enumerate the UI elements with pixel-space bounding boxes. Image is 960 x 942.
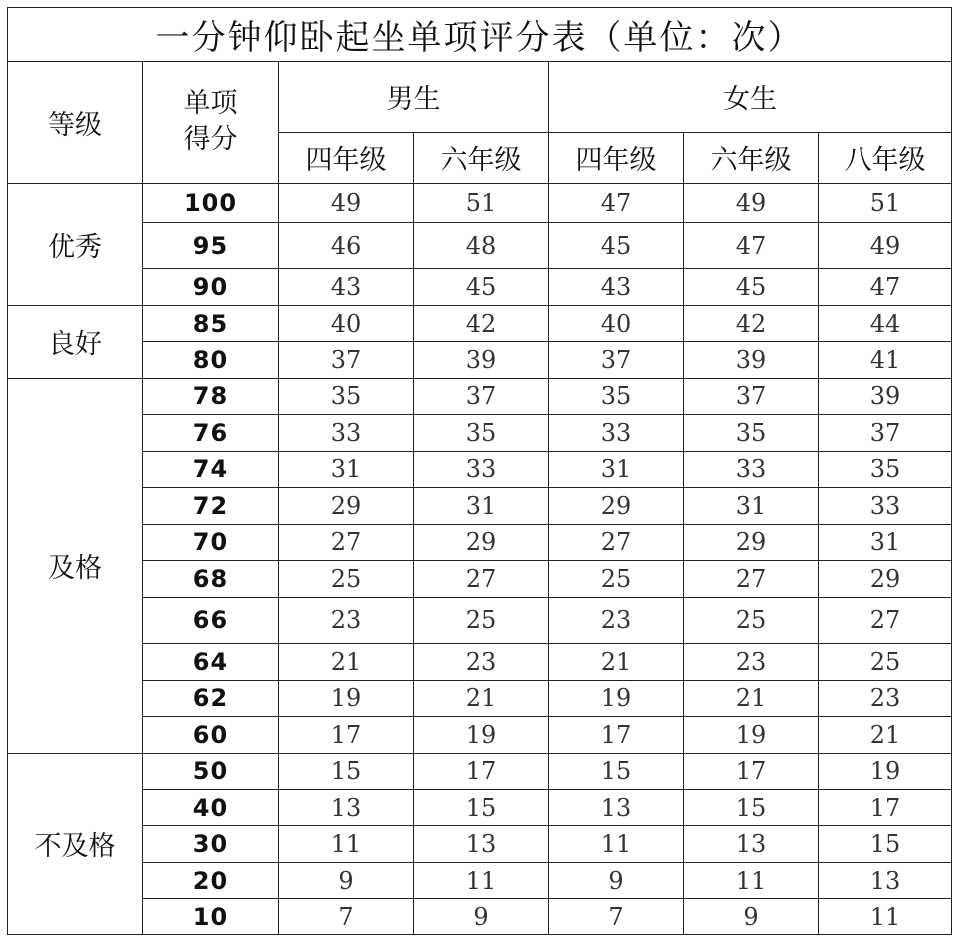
score-cell: 74: [143, 451, 279, 487]
header-female-grade-6: 六年级: [684, 132, 819, 184]
value-cell: 42: [414, 305, 549, 341]
value-cell: 47: [549, 184, 684, 222]
header-male-grade-6: 六年级: [414, 132, 549, 184]
table-title: 一分钟仰卧起坐单项评分表（单位：次）: [8, 8, 952, 62]
value-cell: 35: [684, 415, 819, 451]
table-row: [8, 826, 952, 862]
header-female-grade-4: 四年级: [549, 132, 684, 184]
table-row: [8, 561, 952, 597]
value-cell: 39: [819, 378, 952, 414]
table-row: [8, 899, 952, 935]
value-cell: 19: [684, 717, 819, 753]
value-cell: 9: [684, 899, 819, 935]
value-cell: 51: [414, 184, 549, 222]
value-cell: 21: [684, 680, 819, 716]
value-cell: 35: [549, 378, 684, 414]
value-cell: 40: [549, 305, 684, 341]
value-cell: 15: [414, 790, 549, 826]
value-cell: 17: [414, 753, 549, 789]
value-cell: 31: [684, 488, 819, 524]
value-cell: 39: [684, 342, 819, 378]
value-cell: 47: [819, 269, 952, 305]
table-row: [8, 184, 952, 222]
title-row: [8, 8, 952, 62]
score-cell: 40: [143, 790, 279, 826]
score-cell: 20: [143, 862, 279, 898]
value-cell: 19: [819, 753, 952, 789]
header-male-grade-4: 四年级: [279, 132, 414, 184]
value-cell: 21: [414, 680, 549, 716]
value-cell: 19: [549, 680, 684, 716]
value-cell: 33: [819, 488, 952, 524]
value-cell: 37: [279, 342, 414, 378]
value-cell: 39: [414, 342, 549, 378]
value-cell: 13: [684, 826, 819, 862]
table-row: [8, 378, 952, 414]
value-cell: 29: [279, 488, 414, 524]
value-cell: 21: [549, 644, 684, 680]
value-cell: 11: [549, 826, 684, 862]
header-score-line1: 单项: [183, 88, 238, 120]
score-cell: 68: [143, 561, 279, 597]
value-cell: 47: [684, 222, 819, 269]
value-cell: 37: [549, 342, 684, 378]
value-cell: 49: [279, 184, 414, 222]
score-cell: 62: [143, 680, 279, 716]
value-cell: 13: [819, 862, 952, 898]
value-cell: 33: [279, 415, 414, 451]
value-cell: 19: [279, 680, 414, 716]
value-cell: 21: [819, 717, 952, 753]
value-cell: 25: [414, 597, 549, 644]
table-row: [8, 342, 952, 378]
score-cell: 66: [143, 597, 279, 644]
grade-cell: 优秀: [8, 184, 143, 306]
value-cell: 29: [684, 524, 819, 560]
value-cell: 37: [819, 415, 952, 451]
value-cell: 25: [819, 644, 952, 680]
value-cell: 48: [414, 222, 549, 269]
sit-up-score-table: [7, 7, 952, 935]
value-cell: 17: [684, 753, 819, 789]
value-cell: 15: [819, 826, 952, 862]
value-cell: 45: [414, 269, 549, 305]
value-cell: 51: [819, 184, 952, 222]
value-cell: 35: [819, 451, 952, 487]
value-cell: 27: [414, 561, 549, 597]
header-score: [143, 61, 279, 184]
value-cell: 29: [414, 524, 549, 560]
table-row: [8, 415, 952, 451]
value-cell: 33: [684, 451, 819, 487]
table-row: [8, 790, 952, 826]
score-cell: 70: [143, 524, 279, 560]
score-cell: 80: [143, 342, 279, 378]
value-cell: 25: [684, 597, 819, 644]
header-male: 男生: [279, 61, 549, 132]
table-row: [8, 862, 952, 898]
value-cell: 29: [549, 488, 684, 524]
value-cell: 44: [819, 305, 952, 341]
value-cell: 23: [549, 597, 684, 644]
value-cell: 27: [279, 524, 414, 560]
value-cell: 45: [684, 269, 819, 305]
score-cell: 100: [143, 184, 279, 222]
score-cell: 72: [143, 488, 279, 524]
value-cell: 25: [279, 561, 414, 597]
value-cell: 9: [279, 862, 414, 898]
table-row: [8, 488, 952, 524]
value-cell: 33: [549, 415, 684, 451]
value-cell: 23: [819, 680, 952, 716]
value-cell: 13: [549, 790, 684, 826]
score-cell: 85: [143, 305, 279, 341]
score-cell: 30: [143, 826, 279, 862]
table-row: [8, 451, 952, 487]
value-cell: 27: [819, 597, 952, 644]
value-cell: 11: [819, 899, 952, 935]
value-cell: 33: [414, 451, 549, 487]
value-cell: 37: [684, 378, 819, 414]
table-row: [8, 644, 952, 680]
score-cell: 78: [143, 378, 279, 414]
header-female-grade-8: 八年级: [819, 132, 952, 184]
score-cell: 64: [143, 644, 279, 680]
value-cell: 21: [279, 644, 414, 680]
table-row: [8, 222, 952, 269]
value-cell: 13: [414, 826, 549, 862]
value-cell: 49: [684, 184, 819, 222]
value-cell: 49: [819, 222, 952, 269]
value-cell: 15: [684, 790, 819, 826]
table-row: [8, 717, 952, 753]
table-body: [8, 8, 952, 935]
value-cell: 31: [279, 451, 414, 487]
value-cell: 15: [549, 753, 684, 789]
table-row: [8, 269, 952, 305]
value-cell: 7: [279, 899, 414, 935]
value-cell: 11: [684, 862, 819, 898]
value-cell: 11: [414, 862, 549, 898]
score-cell: 50: [143, 753, 279, 789]
grade-cell: 良好: [8, 305, 143, 378]
header-grade: 等级: [8, 61, 143, 184]
value-cell: 35: [279, 378, 414, 414]
score-cell: 90: [143, 269, 279, 305]
value-cell: 9: [414, 899, 549, 935]
value-cell: 17: [549, 717, 684, 753]
value-cell: 31: [819, 524, 952, 560]
table-row: [8, 753, 952, 789]
table-row: [8, 680, 952, 716]
value-cell: 23: [684, 644, 819, 680]
header-row-1: [8, 61, 952, 132]
header-female: 女生: [549, 61, 952, 132]
value-cell: 11: [279, 826, 414, 862]
value-cell: 40: [279, 305, 414, 341]
value-cell: 17: [279, 717, 414, 753]
value-cell: 23: [279, 597, 414, 644]
score-cell: 76: [143, 415, 279, 451]
value-cell: 35: [414, 415, 549, 451]
score-cell: 60: [143, 717, 279, 753]
value-cell: 43: [549, 269, 684, 305]
score-cell: 10: [143, 899, 279, 935]
value-cell: 41: [819, 342, 952, 378]
table-row: [8, 597, 952, 644]
table-row: [8, 305, 952, 341]
grade-cell: 及格: [8, 378, 143, 753]
header-score-line2: 得分: [183, 124, 238, 156]
value-cell: 31: [414, 488, 549, 524]
value-cell: 29: [819, 561, 952, 597]
score-cell: 95: [143, 222, 279, 269]
value-cell: 19: [414, 717, 549, 753]
value-cell: 9: [549, 862, 684, 898]
value-cell: 7: [549, 899, 684, 935]
value-cell: 45: [549, 222, 684, 269]
value-cell: 27: [549, 524, 684, 560]
value-cell: 42: [684, 305, 819, 341]
value-cell: 17: [819, 790, 952, 826]
value-cell: 46: [279, 222, 414, 269]
value-cell: 27: [684, 561, 819, 597]
value-cell: 23: [414, 644, 549, 680]
value-cell: 15: [279, 753, 414, 789]
value-cell: 37: [414, 378, 549, 414]
value-cell: 13: [279, 790, 414, 826]
grade-cell: 不及格: [8, 753, 143, 934]
value-cell: 31: [549, 451, 684, 487]
value-cell: 43: [279, 269, 414, 305]
value-cell: 25: [549, 561, 684, 597]
table-row: [8, 524, 952, 560]
